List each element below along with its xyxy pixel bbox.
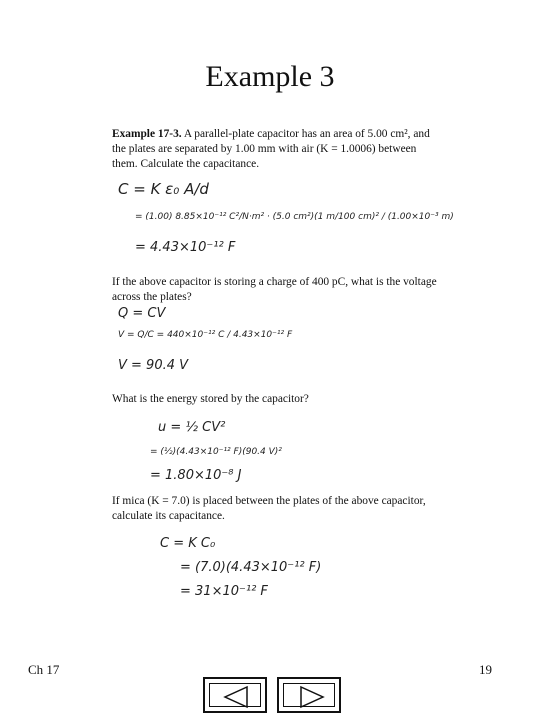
previous-slide-button[interactable] bbox=[203, 677, 267, 713]
problem-text: A parallel-plate capacitor has an area of 5.00 cm², and the plates are separated by 1.00 mm with air (K = 1.0006) between them. Calculate the capacitance. bbox=[112, 128, 430, 170]
question4-text: If mica (K = 7.0) is placed between the plates of the above capacitor, calculate its capacitance. bbox=[112, 495, 426, 522]
page-number: 19 bbox=[479, 662, 492, 677]
triangle-left-icon bbox=[205, 679, 269, 715]
next-slide-button[interactable] bbox=[277, 677, 341, 713]
solution1-line3: = 4.43×10⁻¹² F bbox=[135, 240, 236, 255]
slide-title: Example 3 bbox=[205, 60, 335, 93]
triangle-right-icon bbox=[279, 679, 343, 715]
solution1-line1: C = K ε₀ A/d bbox=[118, 180, 209, 198]
solution3-line1: u = ½ CV² bbox=[158, 420, 226, 435]
solution4-line3: = 31×10⁻¹² F bbox=[180, 584, 268, 599]
solution2-line2: V = Q/C = 440×10⁻¹² C / 4.43×10⁻¹² F bbox=[118, 330, 293, 340]
problem-heading: Example 17-3. bbox=[112, 128, 182, 140]
solution4-line2: = (7.0)(4.43×10⁻¹² F) bbox=[180, 560, 322, 575]
question3-text: What is the energy stored by the capacitor? bbox=[112, 393, 309, 405]
solution2-line1: Q = CV bbox=[118, 306, 166, 321]
solution4-line1: C = K C₀ bbox=[160, 536, 216, 551]
solution2-line3: V = 90.4 V bbox=[118, 358, 189, 373]
problem-statement bbox=[112, 127, 442, 172]
solution3-line2: = (½)(4.43×10⁻¹² F)(90.4 V)² bbox=[150, 447, 282, 457]
question2-text: If the above capacitor is storing a charge of 400 pC, what is the voltage across the plates? bbox=[112, 276, 437, 303]
solution1-line2: = (1.00) 8.85×10⁻¹² C²/N·m² · (5.0 cm²)(1 m/100 cm)² / (1.00×10⁻³ m) bbox=[135, 212, 454, 222]
solution3-line3: = 1.80×10⁻⁸ J bbox=[150, 468, 242, 483]
chapter-label: Ch 17 bbox=[28, 662, 60, 677]
